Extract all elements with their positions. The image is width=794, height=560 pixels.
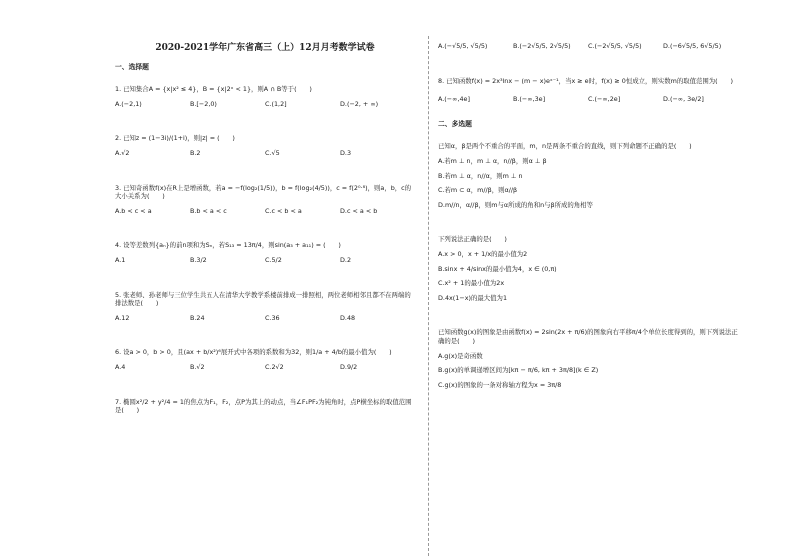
options [115, 314, 415, 323]
option-b: B.g(x)的单调递增区间为[kπ − π/6, kπ + 3π/8](k ∈ Z) [438, 366, 599, 375]
options [115, 149, 415, 158]
option-a: A.g(x)是奇函数 [438, 351, 483, 360]
question-3 [115, 184, 415, 216]
option-b: B.[−2,0) [190, 99, 217, 108]
section-multi: 二、多选题 [438, 119, 472, 128]
option-d: D.m//n，α//β，则m与α所成的角和n与β所成的角相等 [438, 200, 593, 209]
option-b: B.(−∞,3e] [513, 95, 546, 104]
option-a: A.(−√5/5, √5/5) [438, 42, 488, 50]
question-text: 下列说法正确的是( ) [438, 235, 507, 244]
column-divider [428, 36, 429, 556]
question-text: 2. 已知z = (1−3i)/(1+i)，则|z| = ( ) [115, 134, 235, 143]
question-text: 4. 设等差数列{aₙ}的前n项和为Sₙ，若S₁₃ = 13π/4，则sin(a₃ + a₁₁) = ( ) [115, 241, 341, 250]
option-b: B.b < a < c [190, 206, 227, 215]
option-a: A.12 [115, 313, 130, 322]
option-d: D.(−∞, 3e/2] [663, 95, 704, 104]
question-11 [438, 328, 738, 389]
option-a: A.4 [115, 362, 126, 371]
option-b: B.24 [190, 313, 205, 322]
option-a: A.√2 [115, 148, 130, 157]
option-c: C.2√2 [265, 362, 284, 371]
option-d: D.2 [340, 255, 352, 264]
option-c: C.(−2√5/5, √5/5) [588, 42, 642, 50]
question-1 [115, 85, 415, 108]
option-a: A.b < c < a [115, 206, 152, 215]
option-c: C.g(x)的图象的一条对称轴方程为x = 3π/8 [438, 380, 562, 389]
option-c: C.√5 [265, 148, 280, 157]
option-d: D.3 [340, 148, 352, 157]
option-c: C.(−∞,2e] [588, 95, 621, 104]
option-c: C.36 [265, 313, 280, 322]
option-d: D.(−6√5/5, 6√5/5) [663, 42, 722, 50]
question-5 [115, 291, 415, 323]
option-b: B.3/2 [190, 255, 207, 264]
option-c: C.5/2 [265, 255, 282, 264]
option-b: B.(−2√5/5, 2√5/5) [513, 42, 571, 50]
section-choice: 一、选择题 [115, 62, 149, 71]
option-d: D.9/2 [340, 362, 358, 371]
right-column [438, 38, 738, 395]
question-2 [115, 134, 415, 157]
question-8 [438, 77, 738, 104]
option-d: D.4x(1−x)的最大值为1 [438, 293, 508, 302]
question-text: 已知α，β是两个不重合的平面，m，n是两条不重合的直线，则下列命题不正确的是( ) [438, 142, 692, 151]
option-b: B.sinx + 4/sinx的最小值为4，x ∈ (0,π) [438, 264, 557, 273]
question-9 [438, 142, 738, 209]
option-b: B.2 [190, 148, 201, 157]
exam-title: 2020-2021学年广东省高三（上）12月月考数学试卷 [155, 43, 375, 53]
option-a: A.x > 0，x + 1/x的最小值为2 [438, 249, 528, 258]
question-text: 5. 张老师、孙老师与三位学生共五人在清华大学教学系楼前排成一排照相，两位老师相邻且都不在两端的排法数是( ) [115, 290, 411, 308]
option-c: C.c < b < a [265, 206, 302, 215]
question-10 [438, 235, 738, 302]
option-c: C.若m ⊂ α，m//β，则α//β [438, 186, 518, 195]
options [115, 207, 415, 216]
question-text: 1. 已知集合A = {x|x² ≤ 4}，B = {x|2ˣ < 1}，则A ∩ B等于( ) [115, 85, 312, 94]
question-text: 8. 已知函数f(x) = 2x³lnx − (m − x)eˣ⁻¹，当x ≥ e时，f(x) ≥ 0恒成立，则实数m的取值范围为( ) [438, 76, 733, 85]
option-c: C.x² + 1的最小值为2x [438, 279, 505, 288]
question-text: 已知函数g(x)的图象是由函数f(x) = 2sin(2x + π/6)的图象向右平移π/4个单位长度得到的，则下列说法正确的是( ) [438, 328, 738, 345]
option-a: A.(−∞,4e] [438, 95, 470, 104]
options [115, 256, 415, 265]
option-d: D.c < a < b [340, 206, 378, 215]
options [115, 100, 415, 109]
option-a: A.(−2,1) [115, 99, 142, 108]
option-d: D.48 [340, 313, 356, 322]
question-text: 3. 已知奇函数f(x)在R上是增函数，若a = −f(log₂(1/5))，b = f(log₂(4/5))，c = f(2⁰·⁸)，则a，b，c的大小关系为( ) [115, 183, 412, 201]
question-text: 6. 设a > 0，b > 0，且(ax + b/x²)⁶展开式中各项的系数和为32，则1/a + 4/b的最小值为( ) [115, 348, 392, 357]
option-a: A.1 [115, 255, 126, 264]
question-6 [115, 348, 415, 371]
option-c: C.(1,2] [265, 99, 287, 108]
question-4 [115, 241, 415, 264]
options [115, 363, 415, 372]
options [438, 95, 738, 104]
option-d: D.(−2, + ∞) [340, 99, 379, 108]
option-a: A.若m ⊥ n，m ⊥ α，n//β，则α ⊥ β [438, 156, 547, 165]
option-b: B.√2 [190, 362, 205, 371]
question-7-options [438, 42, 738, 51]
question-7 [115, 398, 415, 415]
option-b: B.若m ⊥ α，n//α，则m ⊥ n [438, 171, 523, 180]
left-column [115, 38, 415, 415]
question-text: 7. 椭圆x²/2 + y²/4 = 1的焦点为F₁，F₂，点P为其上的动点，当∠F₁PF₂为钝角时，点P横坐标的取值范围是( ) [115, 397, 412, 415]
